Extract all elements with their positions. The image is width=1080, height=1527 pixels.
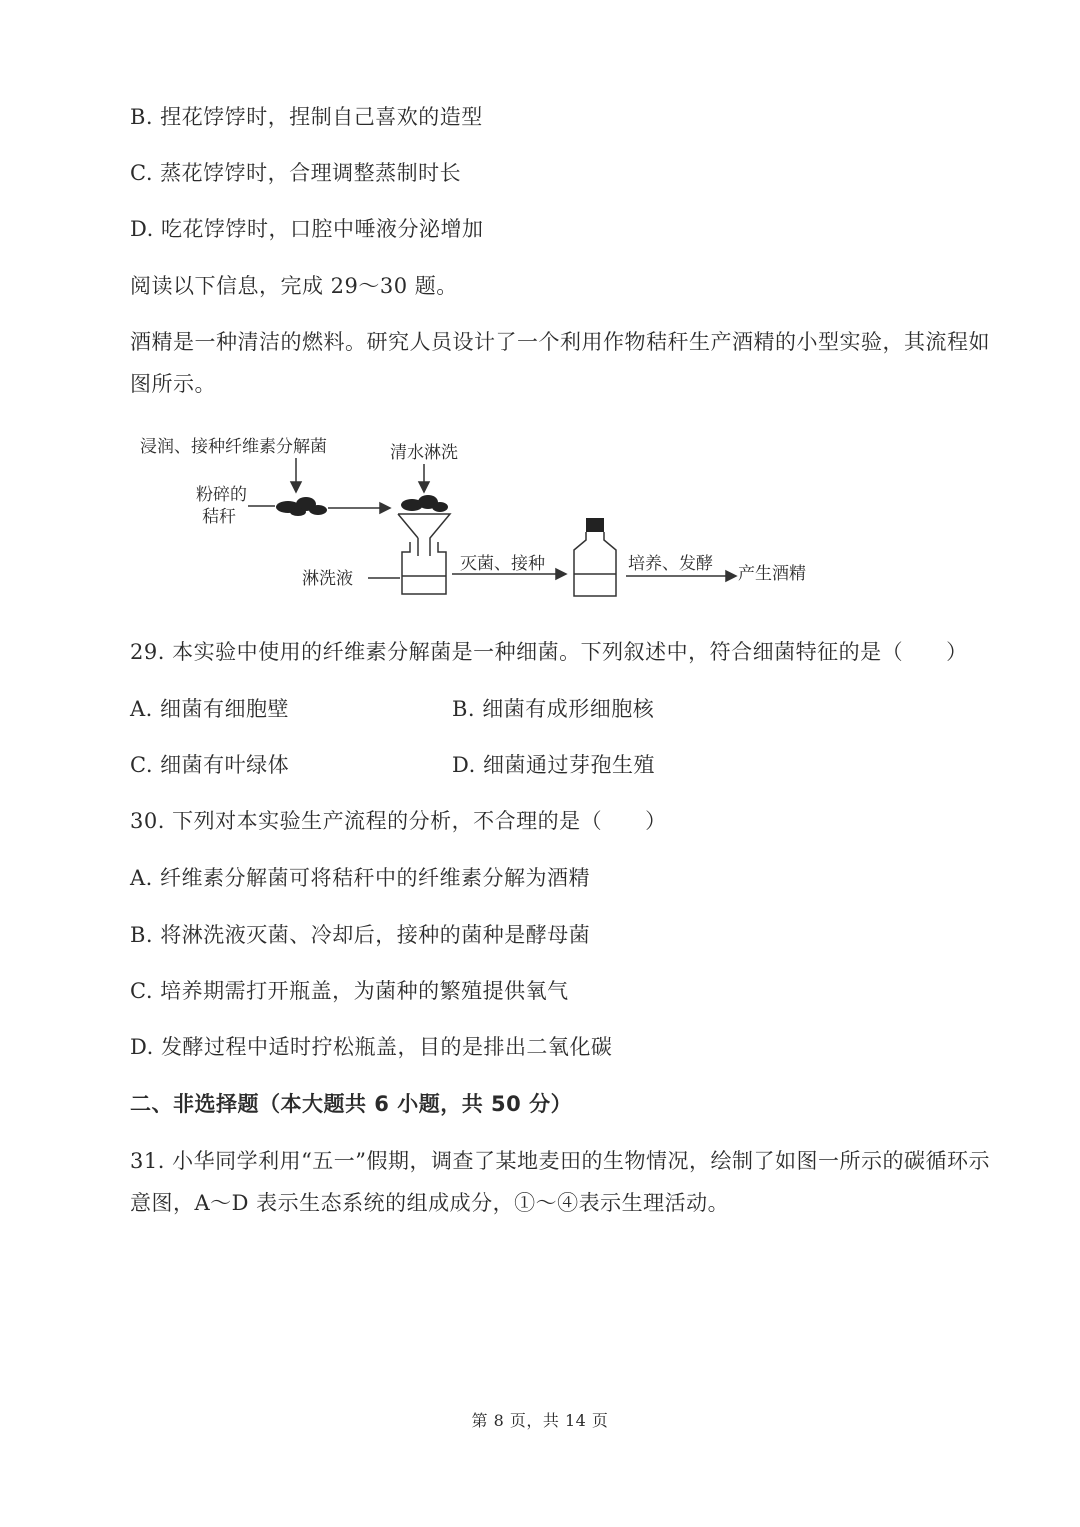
q30-option-a: A. 纤维素分解菌可将秸秆中的纤维素分解为酒精	[130, 866, 591, 890]
label-ferment: 培养、发酵	[628, 554, 713, 574]
straw-pile-icon	[276, 497, 327, 516]
label-rinse: 清水淋洗	[390, 443, 458, 463]
funnel-flask-icon	[398, 514, 450, 594]
option-b-prev: B. 捏花饽饽时，捏制自己喜欢的造型	[130, 105, 483, 129]
q30-option-c: C. 培养期需打开瓶盖，为菌种的繁殖提供氧气	[130, 979, 569, 1003]
arrow-to-funnel	[328, 503, 390, 513]
label-rinse-liquid: 淋洗液	[302, 569, 353, 589]
q29-option-a: A. 细菌有细胞壁	[130, 697, 290, 721]
passage: 酒精是一种清洁的燃料。研究人员设计了一个利用作物秸秆生产酒精的小型实验，其流程如图所示。	[130, 330, 990, 396]
q29-stem: 29. 本实验中使用的纤维素分解菌是一种细菌。下列叙述中，符合细菌特征的是（ ）	[130, 640, 968, 664]
read-intro: 阅读以下信息，完成 29～30 题。	[130, 274, 458, 298]
page-footer: 第 8 页，共 14 页	[471, 1411, 609, 1430]
q30-stem: 30. 下列对本实验生产流程的分析，不合理的是（ ）	[130, 809, 667, 833]
bottle-icon	[574, 518, 616, 596]
q30-option-b: B. 将淋洗液灭菌、冷却后，接种的菌种是酵母菌	[130, 923, 591, 947]
arrow-rinse-down	[419, 464, 429, 492]
q29-option-d: D. 细菌通过芽孢生殖	[452, 753, 655, 777]
straw-on-funnel-icon	[401, 495, 448, 512]
option-c-prev: C. 蒸花饽饽时，合理调整蒸制时长	[130, 161, 462, 185]
q31-stem: 31. 小华同学利用“五一”假期，调查了某地麦田的生物情况，绘制了如图一所示的碳循环示意图，A～D 表示生态系统的组成成分，①～④表示生理活动。	[130, 1149, 991, 1215]
section-2-heading: 二、非选择题（本大题共 6 小题，共 50 分）	[130, 1092, 573, 1116]
option-d-prev: D. 吃花饽饽时，口腔中唾液分泌增加	[130, 217, 484, 241]
process-diagram	[130, 428, 850, 608]
q30-option-d: D. 发酵过程中适时拧松瓶盖，目的是排出二氧化碳	[130, 1035, 613, 1059]
label-crushed-2: 秸秆	[202, 507, 236, 527]
label-crushed-1: 粉碎的	[196, 485, 247, 505]
label-product: 产生酒精	[738, 564, 806, 584]
arrow-soak-down	[291, 458, 301, 492]
label-sterilize: 灭菌、接种	[460, 554, 545, 574]
q29-option-c: C. 细菌有叶绿体	[130, 753, 290, 777]
q29-option-row-2	[130, 750, 655, 780]
label-soak: 浸润、接种纤维素分解菌	[140, 437, 327, 457]
q29-option-b: B. 细菌有成形细胞核	[452, 697, 655, 721]
q29-option-row-1	[130, 694, 655, 724]
